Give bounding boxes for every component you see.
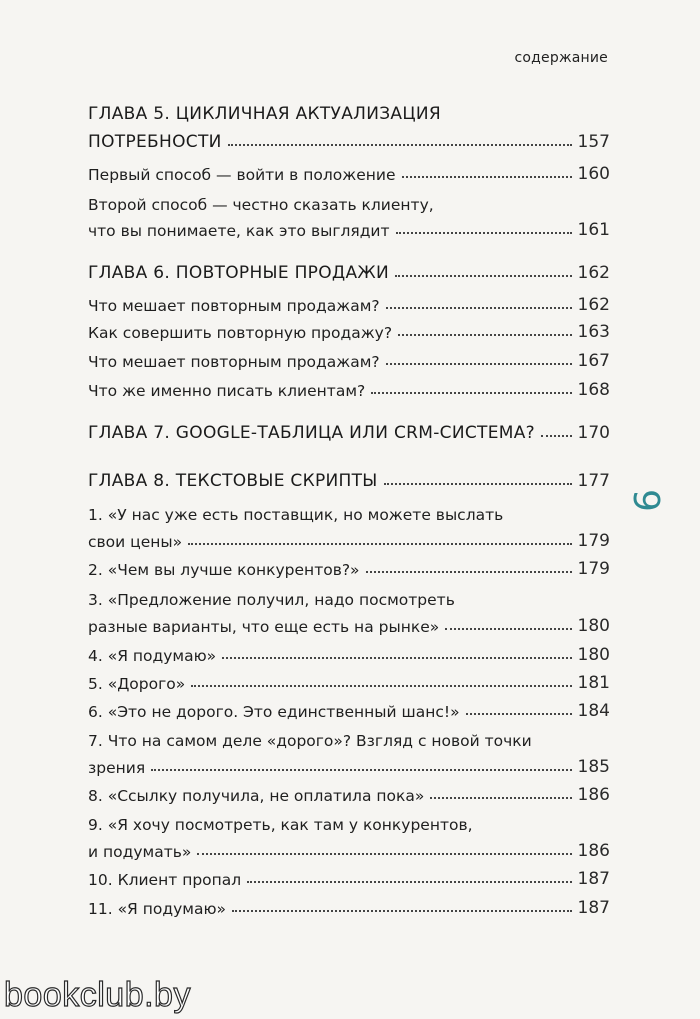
dot-leader [384, 483, 572, 485]
toc-page-number: 168 [577, 380, 610, 400]
toc-page-number: 180 [577, 645, 610, 665]
toc-title: что вы понимаете, как это выглядит [88, 222, 390, 240]
toc-page-number: 163 [577, 322, 610, 342]
toc-title: Что же именно писать клиентам? [88, 382, 366, 400]
toc-entry [88, 637, 610, 665]
chapter-7-title-line [88, 415, 610, 443]
dot-leader [402, 176, 572, 178]
toc-title: Что мешает повторным продажам? [88, 353, 380, 371]
toc-title: 8. «Ссылку получила, не оплатила пока» [88, 787, 425, 805]
chapter-5-title-cont [88, 124, 610, 152]
dot-leader [396, 232, 572, 234]
dot-leader [191, 685, 571, 687]
toc-entry [88, 156, 610, 184]
toc-title: 11. «Я подумаю» [88, 900, 226, 918]
toc-title: 5. «Дорого» [88, 675, 186, 693]
dot-leader [366, 571, 572, 573]
toc-title: 3. «Предложение получил, надо посмотреть [88, 591, 455, 609]
toc-page-number: 184 [577, 701, 610, 721]
toc-entry [88, 186, 610, 214]
toc-entry-cont [88, 608, 610, 636]
toc-entry [88, 890, 610, 918]
chapter-6-title-line [88, 255, 610, 283]
dot-leader [197, 853, 571, 855]
toc-page-number: 187 [577, 898, 610, 918]
dot-leader [151, 769, 571, 771]
toc-entry-cont [88, 833, 610, 861]
toc-entry [88, 496, 610, 524]
toc-entry-cont [88, 523, 610, 551]
toc-page-number: 162 [577, 295, 610, 315]
toc-entry [88, 861, 610, 889]
dot-leader [386, 363, 572, 365]
toc-title: 1. «У нас уже есть поставщик, но можете выслать [88, 506, 504, 524]
toc-page-number: 179 [577, 559, 610, 579]
toc-entry-cont [88, 749, 610, 777]
dot-leader [466, 713, 572, 715]
toc-page-number: 185 [577, 757, 610, 777]
toc-page-number: 180 [577, 616, 610, 636]
toc-title: зрения [88, 759, 146, 777]
dot-leader [398, 334, 571, 336]
dot-leader [395, 275, 572, 277]
toc-entry [88, 665, 610, 693]
dot-leader [371, 392, 571, 394]
toc-page-number: 187 [577, 869, 610, 889]
toc-page-number: 157 [577, 132, 610, 152]
toc-title: Второй способ — честно сказать клиенту, [88, 196, 434, 214]
toc-title: ГЛАВА 8. ТЕКСТОВЫЕ СКРИПТЫ [88, 471, 378, 491]
toc-title: 10. Клиент пропал [88, 871, 242, 889]
dot-leader [445, 628, 571, 630]
dot-leader [430, 797, 571, 799]
chapter-5-title-line [88, 96, 610, 124]
dot-leader [232, 910, 572, 912]
dot-leader [386, 307, 572, 309]
toc-title: ГЛАВА 6. ПОВТОРНЫЕ ПРОДАЖИ [88, 263, 390, 283]
toc-page-number: 186 [577, 785, 610, 805]
toc-entry [88, 372, 610, 400]
toc-title: свои цены» [88, 533, 183, 551]
toc-page-number: 170 [577, 423, 610, 443]
toc-page-number: 179 [577, 531, 610, 551]
side-page-number: 9 [624, 489, 666, 512]
toc-entry [88, 581, 610, 609]
toc-title: и подумать» [88, 843, 192, 861]
dot-leader [247, 881, 571, 883]
toc-page-number: 181 [577, 673, 610, 693]
chapter-8-title-line [88, 463, 610, 491]
toc-entry [88, 551, 610, 579]
toc-entry [88, 343, 610, 371]
toc-page-number: 161 [577, 220, 610, 240]
toc-title: ГЛАВА 5. ЦИКЛИЧНАЯ АКТУАЛИЗАЦИЯ [88, 104, 441, 124]
toc-page-number: 177 [577, 471, 610, 491]
dot-leader [228, 144, 572, 146]
toc-entry [88, 287, 610, 315]
toc-title: 6. «Это не дорого. Это единственный шанс!» [88, 703, 460, 721]
toc-title: 2. «Чем вы лучше конкурентов?» [88, 561, 360, 579]
dot-leader [541, 435, 572, 437]
toc-entry [88, 693, 610, 721]
toc-entry [88, 722, 610, 750]
toc-title: разные варианты, что еще есть на рынке» [88, 618, 440, 636]
toc-title: Что мешает повторным продажам? [88, 297, 380, 315]
toc-entry [88, 314, 610, 342]
watermark: bookclub.by [4, 976, 191, 1014]
page-header: содержание [514, 50, 608, 66]
dot-leader [188, 543, 571, 545]
toc-title: ГЛАВА 7. GOOGLE-ТАБЛИЦА ИЛИ CRM-СИСТЕМА? [88, 423, 535, 443]
toc-title: 4. «Я подумаю» [88, 647, 217, 665]
toc-page-number: 160 [577, 164, 610, 184]
toc-page-number: 167 [577, 351, 610, 371]
toc-title: 7. Что на самом деле «дорого»? Взгляд с новой точки [88, 732, 532, 750]
toc-page-number: 162 [577, 263, 610, 283]
toc-entry [88, 806, 610, 834]
toc-title: ПОТРЕБНОСТИ [88, 132, 222, 152]
toc-title: 9. «Я хочу посмотреть, как там у конкурентов, [88, 816, 473, 834]
toc-entry [88, 777, 610, 805]
toc-entry-cont [88, 212, 610, 240]
toc-title: Первый способ — войти в положение [88, 166, 396, 184]
dot-leader [222, 657, 571, 659]
toc-title: Как совершить повторную продажу? [88, 324, 393, 342]
toc-page-number: 186 [577, 841, 610, 861]
